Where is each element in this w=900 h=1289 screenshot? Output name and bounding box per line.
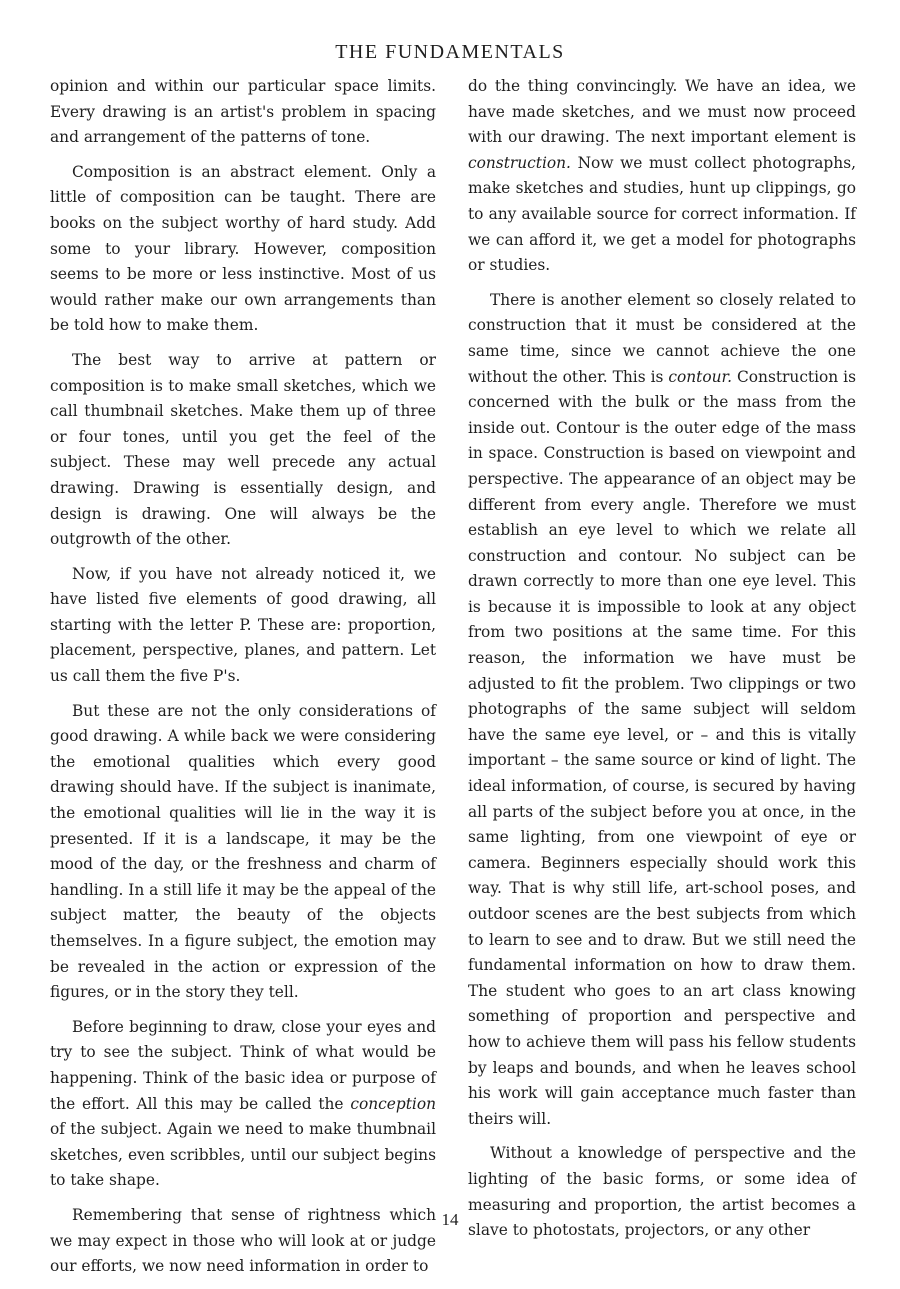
page-number: 14 <box>441 1210 459 1229</box>
paragraph: Without a knowledge of perspective and the lighting of the basic forms, or some idea of measuring and proportion, the artist becomes a slave to photostats, projectors, or any other <box>468 1144 856 1240</box>
text-run: do the thing convincingly. We have an idea, we have made sketches, and we must now proceed with our drawing. The next important element is <box>468 77 856 147</box>
running-head: THE FUNDAMENTALS <box>335 41 565 63</box>
paragraph <box>468 74 856 279</box>
paragraph: The best way to arrive at pattern or composition is to make small sketches, which we call thumbnail sketches. Make them up of three or four tones, until you get the feel of the subject. These may well precede any actual drawing. Drawing is essentially design, and design is drawing. One will always be the outgrowth of the other. <box>50 350 436 549</box>
right-column <box>468 74 856 1253</box>
text-run: Before beginning to draw, close your eyes and try to see the subject. Think of what would be happening. Think of the basic idea or purpose of the effort. All this may be called the <box>50 1017 436 1113</box>
text-run: Construction is concerned with the bulk or the mass from the inside out. Contour is the outer edge of the mass in space. Construction is based on viewpoint and perspective. The appearance of an object may be different from every angle. Therefore we must establish an eye level to which we relate all construction and contour. No subject can be drawn correctly to more than one eye level. This is because it is impossible to look at any object from two positions at the same time. For this reason, the information we have must be adjusted to fit the problem. Two clippings or two photographs of the same subject will seldom have the same eye level, or – and this is vitally important – the same source or kind of light. The ideal information, of course, is secured by having all parts of the subject before you at once, in the same lighting, from one viewpoint of eye or camera. Beginners especially should work this way. That is why still life, art-school poses, and outdoor scenes are the best subjects from which to learn to see and to draw. But we still need the fundamental information on how to draw them. The student who goes to an art class knowing something of proportion and perspective and how to achieve them will pass his fellow students by leaps and bounds, and when he leaves school his work will gain acceptance much faster than theirs will. <box>468 367 856 1128</box>
text-run: There is another element so closely related to construction that it must be considered at the same time, since we cannot achieve the one without the other. This is <box>468 290 856 386</box>
paragraph: Composition is an abstract element. Only a little of composition can be taught. There are books on the subject worthy of hard study. Add some to your library. However, composition seems to be more or less instinctive. Most of us would rather make our own arrangements than be told how to make them. <box>50 162 436 335</box>
paragraph <box>50 1015 436 1194</box>
paragraph: Now, if you have not already noticed it, we have listed five elements of good drawing, all starting with the letter P. These are: proportion, placement, perspective, planes, and pattern. Let us call them the five P's. <box>50 564 436 686</box>
paragraph: But these are not the only considerations of good drawing. A while back we were considering the emotional qualities which every good drawing should have. If the subject is inanimate, the emotional qualities will lie in the way it is presented. If it is a landscape, it may be the mood of the day, or the freshness and charm of handling. In a still life it may be the appeal of the subject matter, the beauty of the objects themselves. In a figure subject, the emotion may be revealed in the action or expression of the figures, or in the story they tell. <box>50 701 436 1002</box>
emphasis-contour: contour. <box>668 367 733 386</box>
left-column <box>50 74 436 1289</box>
emphasis-construction: construction. <box>468 153 571 172</box>
text-run: Now we must collect photographs, make sketches and studies, hunt up clippings, go to any available source for correct information. If we can afford it, we get a model for photographs or studies. <box>468 153 856 275</box>
emphasis-conception: conception <box>350 1094 436 1113</box>
paragraph: Remembering that sense of rightness which we may expect in those who will look at or judge our efforts, we now need information in order to <box>50 1205 436 1276</box>
paragraph: opinion and within our particular space limits. Every drawing is an artist's problem in spacing and arrangement of the patterns of tone. <box>50 77 436 147</box>
text-run: of the subject. Again we need to make thumbnail sketches, even scribbles, until our subject begins to take shape. <box>50 1120 436 1190</box>
paragraph <box>468 288 856 1133</box>
